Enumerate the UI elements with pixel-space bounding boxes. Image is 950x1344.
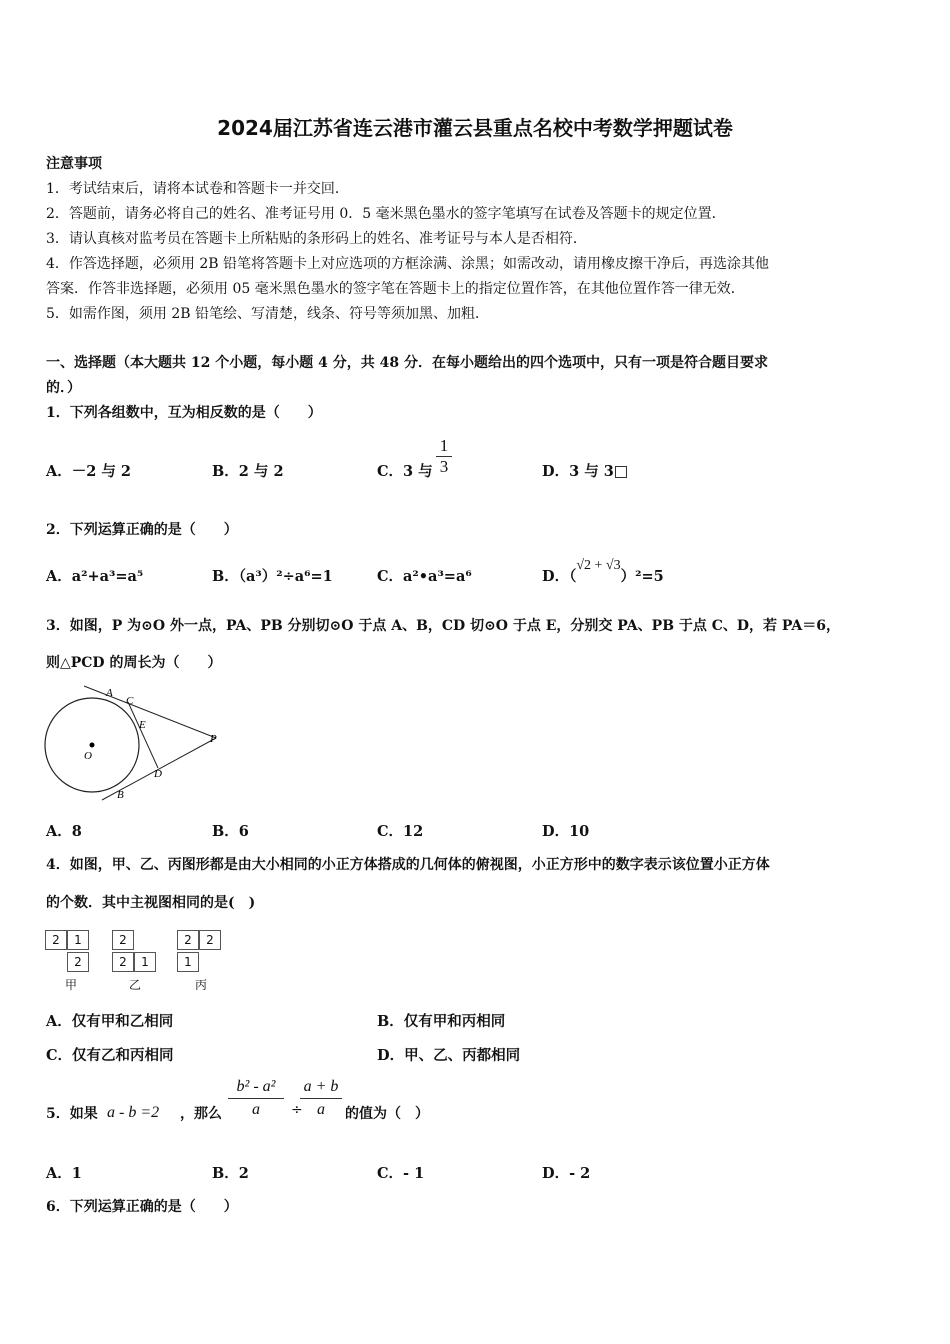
q3-circle-figure — [40, 682, 230, 802]
q5-suffix: 的值为（ ） — [345, 1106, 429, 1122]
section-heading: 一、选择题（本大题共 12 个小题，每小题 4 分，共 48 分．在每小题给出的四个选项中，只有一项是符合题目要求 — [46, 355, 768, 371]
q4-figure-jia: 2 1 2 甲 — [45, 930, 95, 990]
q4-option-a: A．仅有甲和乙相同 — [46, 1013, 174, 1030]
q5-option-c: C．- 1 — [377, 1165, 425, 1182]
q1-fraction: 1 3 — [436, 436, 452, 477]
notice-heading: 注意事项 — [46, 156, 102, 172]
q2-option-a: A．a²+a³=a⁵ — [46, 568, 144, 585]
q3-stem: 3．如图，P 为⊙O 外一点，PA、PB 分别切⊙O 于点 A、B，CD 切⊙O 于点 E，分别交 PA、PB 于点 C、D，若 PA＝6， — [46, 618, 841, 634]
q1-option-c: C．3 与 — [377, 463, 433, 480]
notice-item: 4．作答选择题，必须用 2B 铅笔将答题卡上对应选项的方框涂满、涂黑；如需改动，请用橡皮擦干净后，再选涂其他 — [46, 256, 769, 272]
notice-item: 3．请认真核对监考员在答题卡上所粘贴的条形码上的姓名、准考证号与本人是否相符． — [46, 231, 587, 247]
q4-option-c: C．仅有乙和丙相同 — [46, 1047, 174, 1064]
q4-stem: 4．如图，甲、乙、丙图形都是由大小相同的小正方体搭成的几何体的俯视图，小正方形中的数字表示该位置小正方体 — [46, 857, 770, 873]
q3-stem-cont: 则△PCD 的周长为（ ） — [46, 655, 222, 671]
q5-option-a: A．1 — [46, 1165, 82, 1182]
q2-option-c: C．a²•a³=a⁶ — [377, 568, 472, 585]
label-c: C — [126, 695, 134, 707]
q5-condition: a - b =2 — [107, 1104, 160, 1121]
q3-option-d: D．10 — [542, 823, 590, 840]
notice-item: 2．答题前，请务必将自己的姓名、准考证号用 0．5 毫米黑色墨水的签字笔填写在试卷及答题卡的规定位置． — [46, 206, 726, 222]
q5-fraction-1: b² - a² a — [228, 1078, 284, 1119]
notice-item: 1．考试结束后，请将本试卷和答题卡一并交回． — [46, 181, 349, 197]
q2-option-b: B．（a³）²÷a⁶=1 — [212, 568, 333, 585]
q5-option-d: D．- 2 — [542, 1165, 591, 1182]
q1-option-d: D．3 与 3 — [542, 460, 627, 481]
q2-option-d: D．（√2 + √3）²=5 — [542, 558, 664, 585]
label-d: D — [154, 768, 162, 780]
notice-item: 答案．作答非选择题，必须用 05 毫米黑色墨水的签字笔在答题卡上的指定位置作答，在其他位置作答一律无效． — [46, 281, 745, 297]
q4-figure-yi: 2 2 1 乙 — [112, 930, 162, 990]
q4-stem-cont: 的个数．其中主视图相同的是( ) — [46, 895, 256, 911]
notice-item: 5．如需作图，须用 2B 铅笔绘、写清楚，线条、符号等须加黑、加粗． — [46, 306, 490, 322]
label-o: O — [84, 750, 92, 762]
q2-stem: 2．下列运算正确的是（ ） — [46, 522, 238, 538]
q3-option-a: A．8 — [46, 823, 82, 840]
q4-figure-bing: 2 2 1 丙 — [177, 930, 227, 990]
q6-stem: 6．下列运算正确的是（ ） — [46, 1199, 238, 1215]
label-e: E — [139, 719, 146, 731]
page-title: 2024届江苏省连云港市灌云县重点名校中考数学押题试卷 — [217, 116, 733, 140]
q3-option-c: C．12 — [377, 823, 424, 840]
q1-option-b: B．2 与 2 — [212, 463, 284, 480]
q5-divide: ÷ — [291, 1102, 303, 1118]
q1-option-a: A．－2 与 2 — [46, 463, 132, 480]
q5-option-b: B．2 — [212, 1165, 249, 1182]
q5-prefix: 5．如果 — [46, 1106, 98, 1122]
q4-option-d: D．甲、乙、丙都相同 — [377, 1047, 521, 1064]
label-b: B — [117, 789, 124, 801]
q1-stem: 1．下列各组数中，互为相反数的是（ ） — [46, 405, 322, 421]
label-a: A — [106, 687, 113, 699]
section-heading-cont: 的．） — [46, 380, 81, 396]
label-p: P — [210, 733, 217, 745]
q4-option-b: B．仅有甲和丙相同 — [377, 1013, 506, 1030]
q5-fraction-2: a + b a — [300, 1078, 342, 1119]
q5-mid: ，那么 — [180, 1106, 222, 1122]
q3-option-b: B．6 — [212, 823, 249, 840]
